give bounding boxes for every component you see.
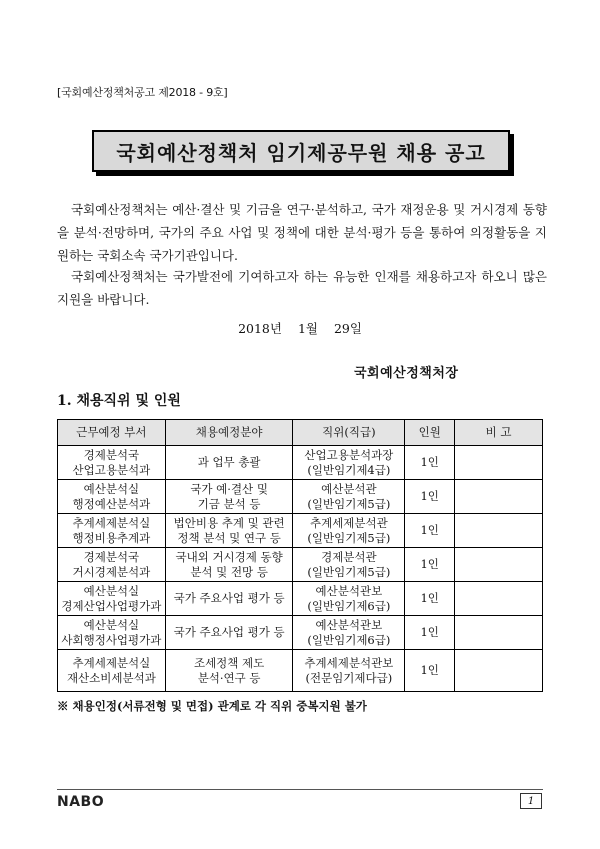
cell-count: 1인	[405, 650, 455, 692]
intro-paragraph-2	[57, 265, 547, 311]
cell-field-line: 분석·연구 등	[197, 670, 261, 685]
cell-count: 1인	[405, 616, 455, 650]
cell-field	[165, 582, 293, 616]
cell-field-line: 조세정책 제도	[193, 655, 265, 670]
cell-position	[293, 582, 405, 616]
date-day: 29일	[333, 321, 362, 336]
intro-text-2: 국회예산정책처는 국가발전에 기여하고자 하는 유능한 인재를 채용하고자 하오니 많은 지원을 바랍니다.	[57, 269, 547, 307]
cell-field	[165, 548, 293, 582]
cell-department-line: 재산소비세분석과	[66, 670, 156, 685]
table-row	[58, 650, 543, 692]
cell-remarks	[455, 514, 543, 548]
header-remarks: 비 고	[455, 420, 543, 446]
cell-remarks	[455, 616, 543, 650]
cell-department	[58, 480, 166, 514]
cell-field-line: 정책 분석 및 연구 등	[177, 530, 281, 545]
cell-department-line: 경제산업사업평가과	[61, 598, 162, 613]
cell-field	[165, 480, 293, 514]
cell-remarks	[455, 582, 543, 616]
cell-position-line: 예산분석관	[321, 481, 377, 496]
table-row	[58, 514, 543, 548]
cell-department-line: 예산분석실	[83, 583, 140, 598]
header-department: 근무예정 부서	[58, 420, 166, 446]
cell-field	[165, 616, 293, 650]
cell-department-line: 행정예산분석과	[72, 496, 151, 511]
cell-position-line: (전문임기제다급)	[305, 670, 393, 685]
application-note: ※ 채용인정(서류전형 및 면접) 관계로 각 직위 중복지원 불가	[57, 699, 367, 713]
cell-field	[165, 650, 293, 692]
cell-department-line: 경제분석국	[83, 447, 140, 462]
cell-count: 1인	[405, 548, 455, 582]
page-number: 1	[520, 793, 542, 809]
cell-field-line: 국가 주요사업 평가 등	[173, 591, 285, 605]
table-row	[58, 582, 543, 616]
svg-text:NABO: NABO	[57, 794, 105, 809]
cell-remarks	[455, 650, 543, 692]
table-header-row	[58, 420, 543, 446]
table-row	[58, 446, 543, 480]
cell-department	[58, 548, 166, 582]
cell-department-line: 예산분석실	[83, 617, 140, 632]
intro-paragraph-1	[57, 198, 547, 267]
cell-field-line: 국내외 거시경제 동향	[175, 549, 283, 564]
cell-department	[58, 650, 166, 692]
cell-position-line: 산업고용분석과장	[304, 447, 394, 462]
cell-position-line: 추계세제분석관보	[304, 655, 394, 670]
section-heading: 1. 채용직위 및 인원	[57, 393, 181, 409]
cell-field-line: 과 업무 총괄	[197, 455, 261, 469]
cell-position	[293, 446, 405, 480]
cell-count: 1인	[405, 480, 455, 514]
table-row	[58, 548, 543, 582]
cell-field	[165, 514, 293, 548]
footer-divider	[57, 789, 543, 790]
cell-department	[58, 446, 166, 480]
cell-position	[293, 480, 405, 514]
announcement-date	[0, 319, 600, 337]
cell-position-line: (일반임기제5급)	[307, 530, 391, 545]
cell-field-line: 국가 예·결산 및	[190, 481, 268, 496]
nabo-logo-mark	[57, 793, 113, 809]
cell-position	[293, 616, 405, 650]
cell-position-line: 예산분석관보	[315, 617, 383, 632]
cell-position-line: 추계세제분석관	[309, 515, 388, 530]
cell-department-line: 사회행정사업평가과	[61, 632, 162, 647]
cell-position	[293, 548, 405, 582]
document-number: [국회예산정책처공고 제2018 - 9호]	[57, 86, 228, 99]
date-month: 1월	[297, 321, 318, 336]
cell-position-line: (일반임기제6급)	[307, 632, 391, 647]
recruitment-table	[57, 419, 543, 692]
issuing-organization: 국회예산정책처장	[354, 366, 459, 381]
cell-position-line: (일반임기제5급)	[307, 564, 391, 579]
cell-position-line: 경제분석관	[321, 549, 377, 564]
cell-remarks	[455, 446, 543, 480]
cell-department-line: 경제분석국	[83, 549, 140, 564]
cell-position-line: (일반임기제5급)	[307, 496, 391, 511]
cell-position-line: 예산분석관보	[315, 583, 383, 598]
cell-department-line: 산업고용분석과	[72, 462, 151, 477]
cell-remarks	[455, 480, 543, 514]
cell-department-line: 거시경제분석과	[72, 564, 151, 579]
cell-department	[58, 582, 166, 616]
cell-department-line: 행정비용추계과	[72, 530, 151, 545]
table-row	[58, 616, 543, 650]
page-title: 국회예산정책처 임기제공무원 채용 공고	[116, 140, 486, 165]
cell-count: 1인	[405, 514, 455, 548]
cell-count: 1인	[405, 446, 455, 480]
header-field: 채용예정분야	[165, 420, 293, 446]
title-box	[92, 130, 510, 172]
cell-department-line: 추계세제분석실	[72, 515, 151, 530]
cell-field-line: 분석 및 전망 등	[190, 564, 268, 579]
cell-position	[293, 514, 405, 548]
cell-position	[293, 650, 405, 692]
cell-department	[58, 616, 166, 650]
cell-department-line: 예산분석실	[83, 481, 140, 496]
cell-department-line: 추계세제분석실	[72, 655, 151, 670]
cell-field	[165, 446, 293, 480]
date-year: 2018년	[238, 321, 282, 336]
intro-text-1: 국회예산정책처는 예산·결산 및 기금을 연구·분석하고, 국가 재정운용 및 거시경제 동향을 분석·전망하며, 국가의 주요 사업 및 정책에 대한 분석·평가 등을 통하여 의정활동을 지원하는 국회소속 국가기관입니다.	[57, 202, 547, 263]
cell-field-line: 기금 분석 등	[197, 496, 261, 511]
cell-position-line: (일반임기제6급)	[307, 598, 391, 613]
table-row	[58, 480, 543, 514]
cell-field-line: 법안비용 추계 및 관련	[173, 515, 285, 530]
cell-position-line: (일반임기제4급)	[307, 462, 391, 477]
cell-department	[58, 514, 166, 548]
header-position: 직위(직급)	[293, 420, 405, 446]
nabo-logo	[57, 793, 113, 813]
cell-remarks	[455, 548, 543, 582]
header-count: 인원	[405, 420, 455, 446]
cell-count: 1인	[405, 582, 455, 616]
cell-field-line: 국가 주요사업 평가 등	[173, 625, 285, 639]
title-banner	[92, 130, 512, 174]
